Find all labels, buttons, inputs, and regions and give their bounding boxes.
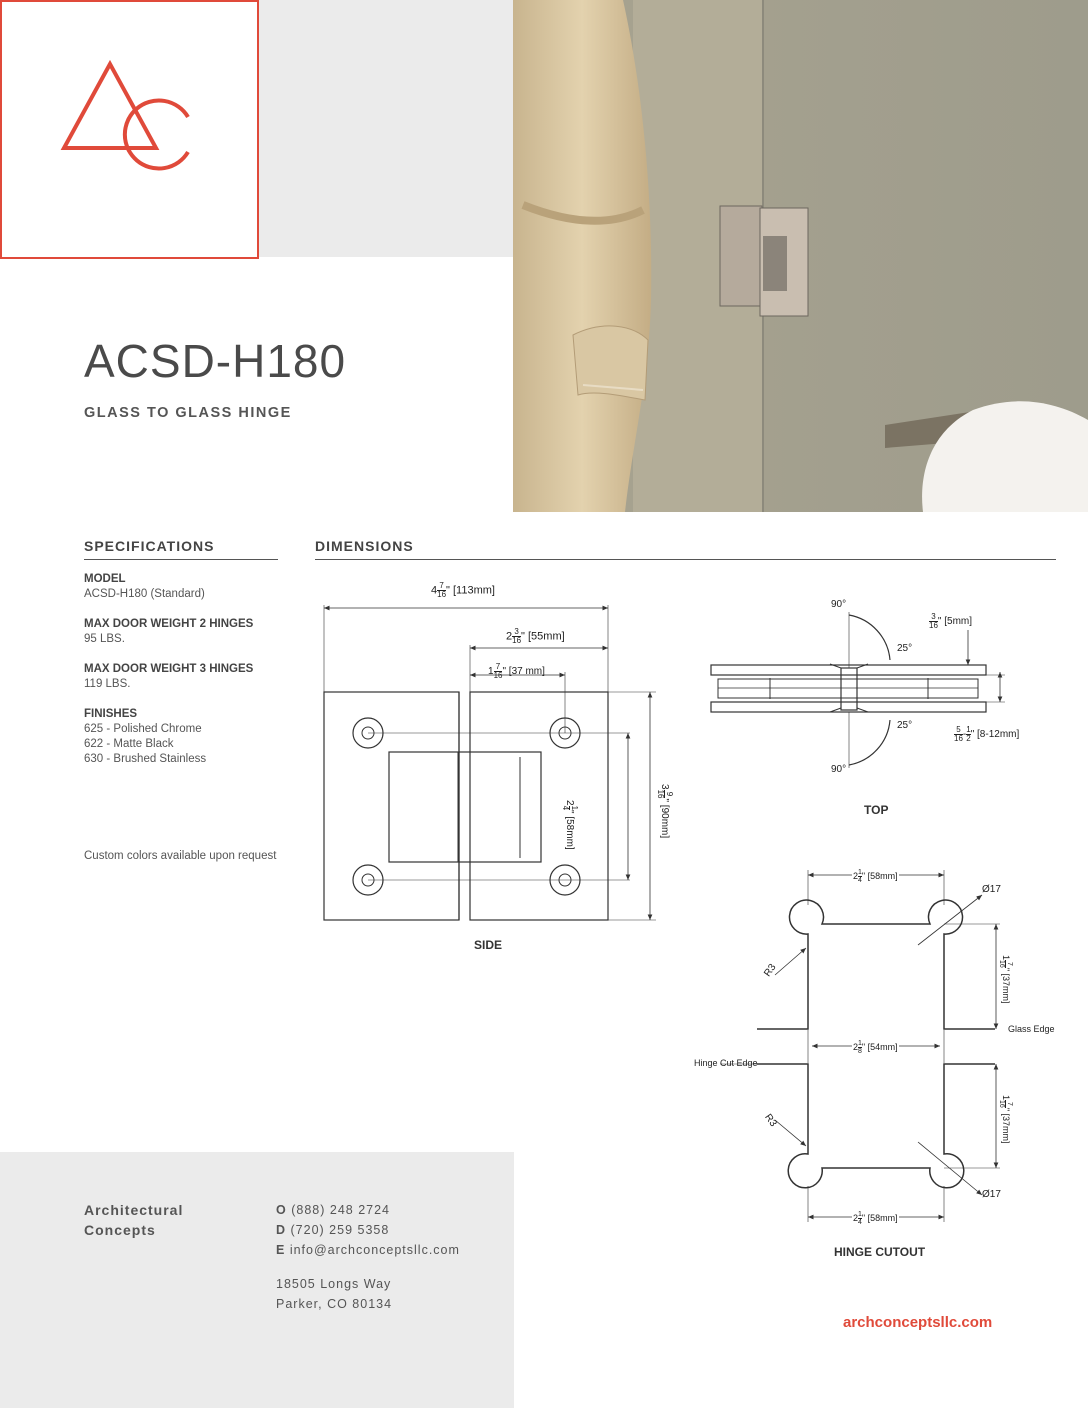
dim-den: 16 [998, 960, 1005, 968]
cutout-diameter-top: Ø17 [982, 884, 1001, 895]
dim-num: 9 [664, 790, 673, 799]
dim-den: 2 [966, 734, 971, 743]
finish-item: 622 - Matte Black [84, 738, 174, 750]
cutout-diameter-bottom: Ø17 [982, 1189, 1001, 1200]
top-angle-25-top: 25° [897, 643, 913, 654]
product-subtitle: GLASS TO GLASS HINGE [84, 405, 292, 421]
company-line: Architectural [84, 1202, 184, 1218]
dim-num: 7 [437, 582, 446, 591]
dim-num: 3 [929, 613, 938, 622]
dim-fraction [954, 726, 963, 743]
dim-num: 1 [966, 725, 971, 734]
dim-whole: 2 [853, 1212, 859, 1223]
dim-den: 4 [858, 877, 862, 884]
top-gap-label: $\frac{3}{16}$ " [5mm] [929, 612, 973, 630]
cutout-radius-top: R3 [762, 962, 779, 979]
finish-item: 630 - Brushed Stainless [84, 753, 207, 765]
dim-fraction [998, 960, 1013, 968]
specifications-rule [84, 559, 278, 560]
dim-mm: [55mm] [528, 630, 565, 643]
dim-den: 16 [493, 671, 503, 680]
dim-mm: [5mm] [944, 616, 973, 628]
dim-whole: 4 [431, 584, 438, 597]
side-width-label: 4 $\frac{7}{16}$ " [113mm] [431, 581, 495, 599]
spec-value: ACSD-H180 (Standard) [84, 588, 205, 600]
screw-hole [353, 718, 383, 748]
top-glass-label: $\frac{5}{16}$ - $\frac{1}{2}$ " [8-12mm] [954, 725, 1020, 743]
spec-value: 119 LBS. [84, 678, 131, 690]
cutout-depth-top-label: 1 7 16 " [37mm] [998, 955, 1013, 1004]
spec-label: MAX DOOR WEIGHT 2 HINGES [84, 618, 254, 630]
header-gray-panel [257, 0, 513, 257]
dim-whole: 2 [853, 870, 859, 881]
spec-finishes [84, 708, 284, 765]
side-leaf-right [470, 692, 608, 920]
dim-fraction [858, 1211, 862, 1226]
cutout-depth-bottom-label: 1 7 16 " [37mm] [998, 1095, 1013, 1144]
contact-key: D [276, 1223, 287, 1237]
side-hole-label: 1 $\frac{7}{16}$ " [37 mm] [488, 662, 545, 680]
spec-weight-3 [84, 663, 284, 690]
specifications-heading: SPECIFICATIONS [84, 538, 215, 554]
dim-num: 5 [954, 726, 963, 735]
cutout-bottom-width-label: 2 $\frac{1}{4}$ " [58mm] [853, 1211, 898, 1226]
dim-den: 4 [561, 805, 570, 811]
dim-fraction [561, 806, 578, 810]
ac-logo [2, 2, 257, 257]
side-barrel [389, 752, 541, 862]
website-link[interactable]: archconceptsllc.com [843, 1314, 993, 1331]
dim-mm: [113mm] [453, 584, 495, 597]
hinge-cut-edge-label: Hinge Cut Edge [694, 1058, 758, 1068]
dimensions-heading: DIMENSIONS [315, 538, 414, 554]
dim-fraction [656, 790, 673, 799]
dim-num: 3 [512, 628, 521, 637]
product-title: ACSD-H180 [84, 335, 347, 387]
dim-mm: [90mm] [658, 804, 670, 839]
product-photo [513, 0, 1088, 512]
dim-den: 16 [998, 1100, 1005, 1108]
dim-mm: [37 mm] [508, 666, 545, 678]
top-angle-90-bottom: 90° [831, 764, 847, 775]
cutout-radius-bottom: R3 [762, 1112, 779, 1129]
dim-whole: 2 [506, 630, 513, 643]
dim-fraction [512, 628, 521, 645]
spec-value: 95 LBS. [84, 633, 125, 645]
dim-num: 1 [858, 1211, 862, 1218]
top-angle-90-top: 90° [831, 599, 847, 610]
dim-num: 7 [494, 663, 503, 672]
contact-info [276, 1200, 460, 1314]
dim-mm: [37mm] [1001, 973, 1012, 1004]
dim-num: 1 [858, 869, 862, 876]
screw-hole [550, 865, 580, 895]
address-line: Parker, CO 80134 [276, 1297, 393, 1311]
dim-mm: [58mm] [563, 816, 575, 850]
dim-den: 16 [512, 636, 522, 645]
dim-fraction [858, 1040, 862, 1055]
side-leaf-left [324, 692, 459, 920]
specifications-list [84, 573, 284, 783]
email[interactable] [276, 1240, 460, 1260]
dim-whole: 1 [488, 666, 494, 678]
spec-weight-2 [84, 618, 284, 645]
dim-mm: [37mm] [1001, 1113, 1012, 1144]
company-name [84, 1200, 183, 1240]
cutout-top-width-label: 2 $\frac{1}{4}$ " [58mm] [853, 869, 898, 884]
contact-key: E [276, 1243, 286, 1257]
custom-colors-note: Custom colors available upon request [84, 850, 277, 862]
dim-mm: [58mm] [867, 1212, 898, 1223]
dim-den: 16 [929, 621, 938, 630]
direct-phone [276, 1220, 460, 1240]
side-hole-vertical-label: 2 1 4 " [58mm] [561, 800, 579, 850]
dim-den: 16 [954, 734, 963, 743]
dim-whole: 2 [853, 1041, 859, 1052]
dim-den: 16 [656, 789, 665, 799]
dim-whole: 1 [1001, 1095, 1012, 1101]
dim-num: 1 [570, 805, 579, 811]
side-leaf-label: 2 $\frac{3}{16}$ " [55mm] [506, 627, 565, 645]
side-view [324, 605, 656, 920]
contact-key: O [276, 1203, 287, 1217]
dim-fraction [437, 582, 446, 599]
dim-num: 1 [858, 1040, 862, 1047]
dim-fraction [998, 1100, 1013, 1108]
cutout-view-label: HINGE CUTOUT [834, 1245, 926, 1259]
spec-label: FINISHES [84, 708, 138, 720]
spec-label: MODEL [84, 573, 126, 585]
spec-model [84, 573, 284, 600]
company-line: Concepts [84, 1222, 156, 1238]
top-angle-25-bottom: 25° [897, 720, 913, 731]
dim-den: 8 [858, 1048, 862, 1055]
dim-fraction [929, 613, 938, 630]
glass-edge-label: Glass Edge [1008, 1024, 1055, 1034]
dim-num: 7 [1006, 1101, 1013, 1106]
contact-value: (720) 259 5358 [290, 1223, 390, 1237]
dim-whole: 1 [1001, 955, 1012, 961]
finish-item: 625 - Polished Chrome [84, 723, 202, 735]
side-height-label: 3 9 16 " [90mm] [656, 784, 674, 839]
dim-mm: [8-12mm] [977, 729, 1020, 741]
top-view-label: TOP [864, 803, 889, 817]
office-phone [276, 1200, 460, 1220]
dim-whole: 2 [563, 800, 575, 806]
dim-whole: 3 [658, 784, 670, 790]
dim-fraction [858, 869, 862, 884]
top-view [711, 612, 1005, 768]
address-line: 18505 Longs Way [276, 1277, 392, 1291]
dim-den: 4 [858, 1219, 862, 1226]
dim-fraction [494, 663, 503, 680]
dim-num: 7 [1006, 961, 1013, 966]
screw-hole [353, 865, 383, 895]
dim-mm: [58mm] [867, 870, 898, 881]
dim-fraction [966, 726, 970, 743]
dim-mm: [54mm] [867, 1041, 898, 1052]
photo-illustration [513, 0, 1088, 512]
logo-box [0, 0, 259, 259]
screw-hole [550, 718, 580, 748]
cutout-mid-width-label: 2 $\frac{1}{8}$ " [54mm] [853, 1040, 898, 1055]
contact-value: (888) 248 2724 [291, 1203, 391, 1217]
dimensions-rule [315, 559, 1056, 560]
contact-value[interactable]: info@archconceptsllc.com [289, 1243, 460, 1257]
spec-label: MAX DOOR WEIGHT 3 HINGES [84, 663, 254, 675]
side-view-label: SIDE [474, 938, 503, 952]
dim-den: 16 [437, 590, 447, 599]
